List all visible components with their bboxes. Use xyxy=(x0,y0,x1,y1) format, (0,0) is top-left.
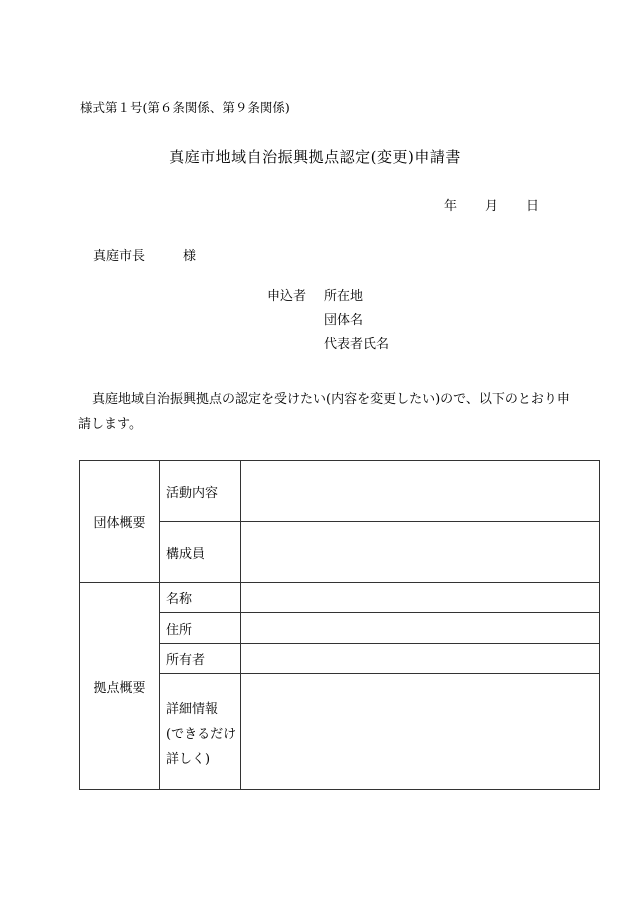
date-year-label: 年 xyxy=(444,199,458,214)
applicant-address-label: 所在地 xyxy=(324,289,364,304)
application-statement: 真庭地域自治振興拠点の認定を受けたい(内容を変更したい)ので、以下のとおり申請します。 xyxy=(78,392,570,432)
members-field[interactable] xyxy=(241,522,600,583)
base-name-label: 名称 xyxy=(160,583,241,613)
activity-content-label: 活動内容 xyxy=(160,461,241,522)
base-detail-field[interactable] xyxy=(241,674,600,790)
applicant-label: 申込者 xyxy=(267,289,307,304)
addressee-honorific: 様 xyxy=(183,249,197,264)
base-owner-field[interactable] xyxy=(241,644,600,674)
form-number: 様式第１号(第６条関係、第９条関係) xyxy=(80,100,290,115)
application-table xyxy=(79,460,600,790)
group-org-overview-label: 団体概要 xyxy=(80,461,160,583)
base-name-field[interactable] xyxy=(241,583,600,613)
detail-label-line: 詳しく) xyxy=(166,752,211,767)
members-label: 構成員 xyxy=(160,522,241,583)
table-row xyxy=(80,461,600,522)
applicant-group-name-label: 団体名 xyxy=(324,313,364,328)
detail-label-line: (できるだけ xyxy=(166,727,237,742)
applicant-representative-label: 代表者氏名 xyxy=(324,337,390,352)
activity-content-field[interactable] xyxy=(241,461,600,522)
base-address-label: 住所 xyxy=(160,613,241,644)
date-month-label: 月 xyxy=(485,199,499,214)
addressee-name: 真庭市長 xyxy=(93,249,146,264)
base-detail-label xyxy=(160,674,241,790)
group-base-overview-label: 拠点概要 xyxy=(80,583,160,790)
date-day-label: 日 xyxy=(526,199,540,214)
table-row xyxy=(80,583,600,613)
base-address-field[interactable] xyxy=(241,613,600,644)
detail-label-line: 詳細情報 xyxy=(166,702,219,717)
base-owner-label: 所有者 xyxy=(160,644,241,674)
document-title: 真庭市地域自治振興拠点認定(変更)申請書 xyxy=(169,148,461,166)
addressee xyxy=(93,245,196,264)
